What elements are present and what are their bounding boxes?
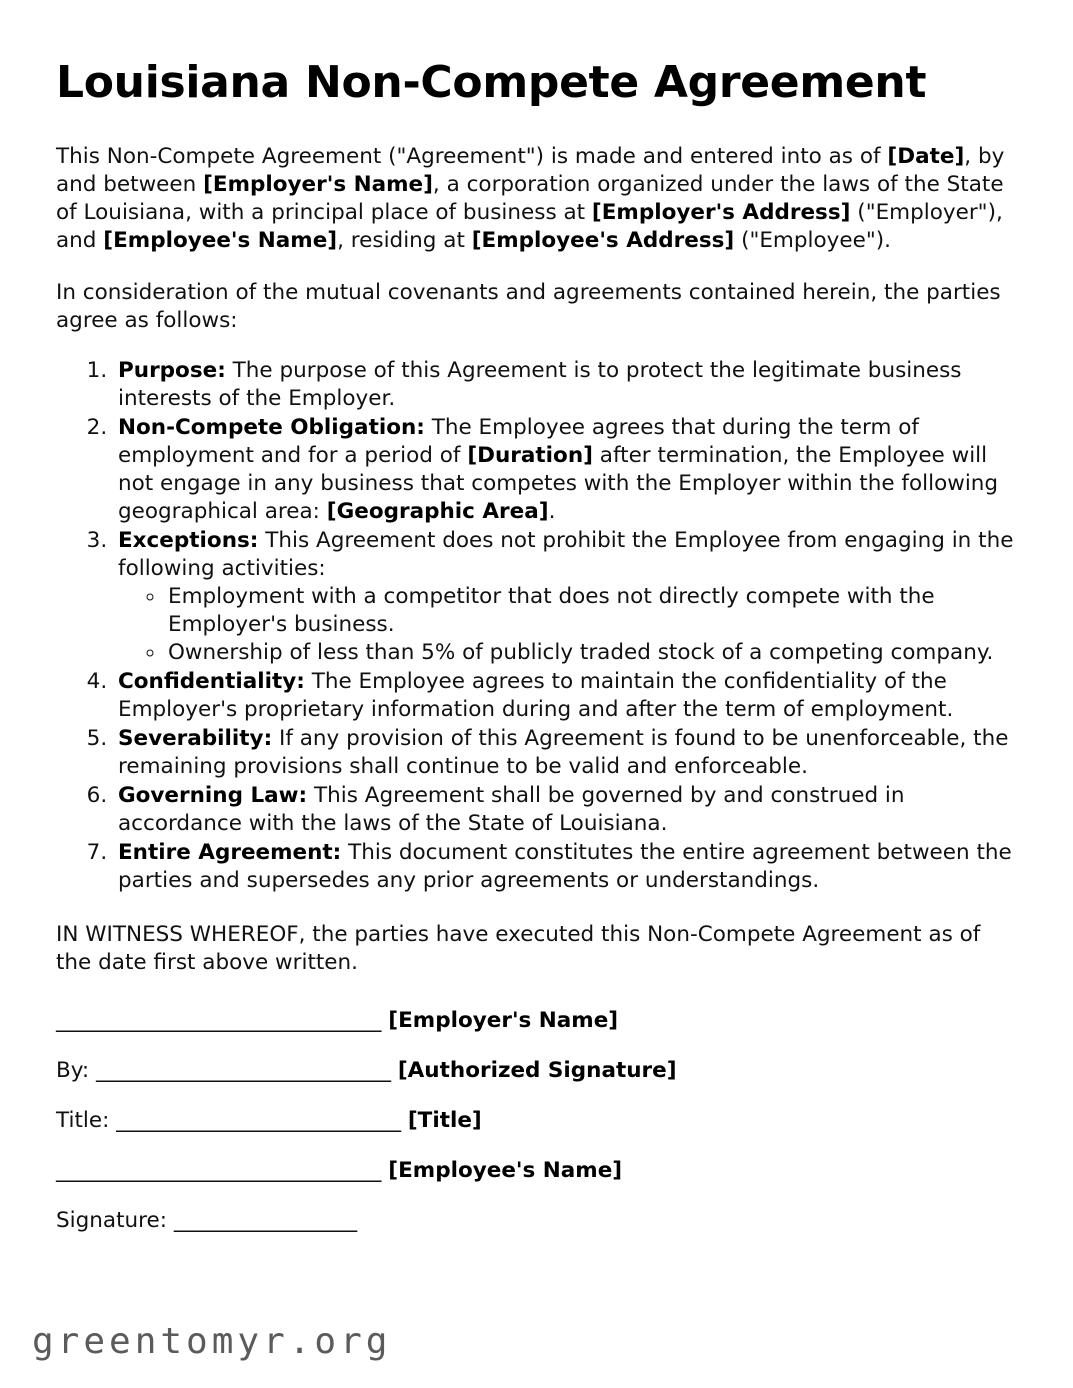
signature-row-label: [Title] [400, 1108, 482, 1134]
intro-segment-10: ("Employee"). [734, 228, 891, 254]
clause-item [114, 725, 1016, 781]
clause-body: If any provision of this Agreement is found to be unenforceable, the remaining provisions shall continue to be valid and enforceable. [118, 726, 1009, 780]
intro-segment-9: [Employee's Address] [471, 228, 735, 254]
clause-1-segment-1: [Duration] [467, 443, 593, 469]
page-title: Louisiana Non-Compete Agreement [56, 57, 927, 108]
clause-body: The purpose of this Agreement is to protect the legitimate business interests of the Employer. [118, 358, 962, 412]
clause-list [56, 357, 1016, 895]
signature-line[interactable]: ________________________________ [56, 1158, 381, 1184]
clause-item [114, 839, 1016, 895]
sub-clause-item: ◦ Employment with a competitor that does not directly compete with the Employer's business. [166, 583, 1016, 639]
intro-paragraph [56, 143, 1016, 255]
clause-1-segment-2: after termination, the Employee will not engage in any business that competes with the Employer within the following geographical area: [118, 443, 999, 525]
intro-segment-1: [Date] [887, 144, 965, 170]
intro-segment-4: , a corporation organized under the laws of the State of Louisiana, with a principal place of business at [56, 172, 1004, 226]
signature-line[interactable]: ____________________________ [116, 1108, 401, 1134]
clause-heading: Confidentiality: [118, 669, 305, 695]
intro-segment-8: , residing at [337, 228, 472, 254]
clause-body: This Agreement does not prohibit the Employee from engaging in the following activities: [118, 528, 1014, 582]
sub-clause-list [118, 583, 1016, 667]
intro-segment-3: [Employer's Name] [203, 172, 433, 198]
clause-body: This document constitutes the entire agreement between the parties and supersedes any prior agreements or understandings. [118, 840, 1012, 894]
signature-line[interactable]: _____________________________ [96, 1058, 391, 1084]
clause-heading: Exceptions: [118, 528, 259, 554]
consideration-paragraph: In consideration of the mutual covenants and agreements contained herein, the parties agree as follows: [56, 280, 1001, 334]
signature-row-label: [Employer's Name] [380, 1008, 619, 1034]
intro-segment-6: ("Employer"), and [56, 200, 1003, 254]
clause-body: This Agreement shall be governed by and construed in accordance with the laws of the State of Louisiana. [118, 783, 905, 837]
signature-line[interactable]: __________________ [173, 1208, 357, 1234]
witness-paragraph: IN WITNESS WHEREOF, the parties have executed this Non-Compete Agreement as of the date first above written. [56, 922, 981, 976]
clause-1-segment-3: [Geographic Area] [326, 499, 549, 525]
clause-heading: Entire Agreement: [118, 840, 342, 866]
sub-clause-item: ◦ Ownership of less than 5% of publicly traded stock of a competing company. [166, 639, 1016, 667]
clause-item [114, 668, 1016, 724]
clause-item [114, 782, 1016, 838]
intro-segment-0: This Non-Compete Agreement ("Agreement") is made and entered into as of [56, 144, 888, 170]
clause-heading: Non-Compete Obligation: [118, 415, 425, 441]
signature-block [56, 1007, 1016, 1235]
intro-segment-5: [Employer's Address] [591, 200, 851, 226]
signature-row-prefix: Title: [56, 1108, 117, 1134]
clause-heading: Governing Law: [118, 783, 308, 809]
signature-row [56, 1007, 1016, 1035]
intro-segment-7: [Employee's Name] [103, 228, 338, 254]
clause-item [114, 414, 1016, 526]
signature-row [56, 1057, 1016, 1085]
clause-body: The Employee agrees to maintain the confidentiality of the Employer's proprietary information during and after the term of employment. [118, 669, 954, 723]
signature-row [56, 1157, 1016, 1185]
clause-1-segment-4: . [548, 499, 556, 525]
signature-row [56, 1107, 1016, 1135]
intro-segment-2: , by and between [56, 144, 1005, 198]
site-watermark: greentomyr.org [32, 1321, 392, 1362]
signature-line[interactable]: ________________________________ [56, 1008, 381, 1034]
clause-heading: Purpose: [118, 358, 226, 384]
clause-item [114, 357, 1016, 413]
clause-item [114, 527, 1016, 667]
clause-1-segment-0: The Employee agrees that during the term of employment and for a period of [118, 415, 919, 469]
document-content [56, 58, 1016, 1257]
signature-row-label: [Employee's Name] [380, 1158, 623, 1184]
clause-heading: Severability: [118, 726, 273, 752]
signature-row-prefix: By: [56, 1058, 96, 1084]
signature-row-label: [Authorized Signature] [390, 1058, 677, 1084]
signature-row-prefix: Signature: [56, 1208, 174, 1234]
signature-row [56, 1207, 1016, 1235]
